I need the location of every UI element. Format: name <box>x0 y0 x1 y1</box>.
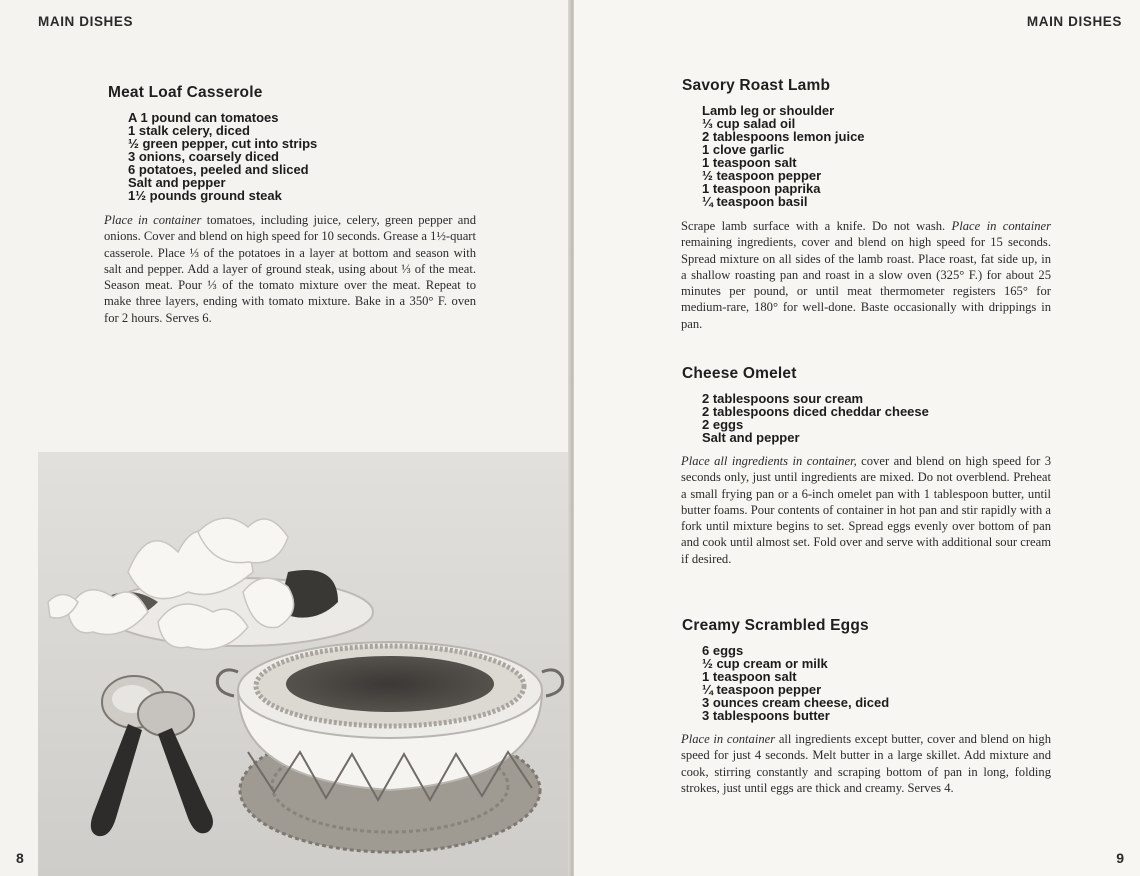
ingredient-item: 6 eggs <box>702 643 744 658</box>
method-text: tomatoes, including juice, celery, green pepper and onions. Cover and blend on high speed for 10 seconds. Grease a 1½-quart casserole. Place ⅓ of the potatoes in a layer at bottom and season with salt and pepper. Add a layer of ground steak, using about ⅓ of the meat. Season meat. Pour ⅓ of the tomato mixture over the meat. Repeat to make three layers, ending with tomato mixture. Bake in a 350° F. oven for 2 hours. Serves 6. <box>104 213 476 325</box>
method-creamy-scrambled-eggs <box>681 731 1051 796</box>
method-text: cover and blend on high speed for 3 seconds only, just until ingredients are mixed. Do not overblend. Preheat a small frying pan or a 6-inch omelet pan with 1 tablespoon butter, until butter foams. Pour contents of container in hot pan and stir rapidly with a fork until mixture begins to set. Spread eggs evenly over bottom of pan and cook until almost set. Fold over and serve with additional sour cream if desired. <box>681 454 1051 566</box>
method-lead: Place in container <box>681 732 776 746</box>
method-meat-loaf-casserole <box>104 212 476 326</box>
method-text: remaining ingredients, cover and blend on high speed for 15 seconds. Spread mixture on all sides of the lamb roast. Place roast, fat side up, in a shallow roasting pan and roast in a slow oven (325° F.) for about 25 minutes per pound, or until meat thermometer registers 165° for medium-rare, 180° for well-done. Baste occasionally with drippings in pan. <box>681 235 1051 331</box>
running-head-right: MAIN DISHES <box>1026 14 1122 29</box>
ingredient-item: ⅓ cup salad oil <box>702 116 796 131</box>
ingredient-item: ¼ teaspoon basil <box>702 194 808 209</box>
ingredient-item: 1 teaspoon salt <box>702 669 797 684</box>
page-number-left: 8 <box>16 850 24 866</box>
ingredient-item: Salt and pepper <box>128 175 226 190</box>
ingredient-item: ½ teaspoon pepper <box>702 168 822 183</box>
ingredient-item: 1 teaspoon salt <box>702 155 797 170</box>
ingredient-item: 1 clove garlic <box>702 142 785 157</box>
ingredient-item: 1 teaspoon paprika <box>702 181 821 196</box>
method-cheese-omelet <box>681 453 1051 567</box>
method-lead: Place in container <box>951 219 1051 233</box>
method-lead: Place all ingredients in container, <box>681 454 857 468</box>
page-number-right: 9 <box>1116 850 1124 866</box>
recipe-title-creamy-scrambled-eggs: Creamy Scrambled Eggs <box>682 617 869 634</box>
ingredient-item: 2 tablespoons sour cream <box>702 391 864 406</box>
ingredient-item: 3 tablespoons butter <box>702 708 830 723</box>
ingredient-item: Salt and pepper <box>702 430 800 445</box>
ingredient-item: 2 tablespoons lemon juice <box>702 129 865 144</box>
ingredient-item: 3 ounces cream cheese, diced <box>702 695 890 710</box>
ingredient-list-creamy-scrambled-eggs <box>702 644 889 722</box>
ingredient-item: ½ cup cream or milk <box>702 656 828 671</box>
ingredient-item: ¼ teaspoon pepper <box>702 682 822 697</box>
ingredient-item: 1½ pounds ground steak <box>128 188 282 203</box>
ingredient-item: 1 stalk celery, diced <box>128 123 250 138</box>
casserole-illustration <box>38 452 570 876</box>
recipe-title-meat-loaf-casserole: Meat Loaf Casserole <box>108 84 263 101</box>
method-text: all ingredients except butter, cover and blend on high speed for just 4 seconds. Melt butter in a large skillet. Add mixture and cook, stirring constantly and scraping bottom of pan in long, folding strokes, just until eggs are thick and creamy. Serves 4. <box>681 732 1051 795</box>
ingredient-item: 6 potatoes, peeled and sliced <box>128 162 309 177</box>
ingredient-list-cheese-omelet <box>702 392 929 444</box>
ingredient-list-savory-roast-lamb <box>702 104 865 208</box>
method-lead: Place in container <box>104 213 202 227</box>
running-head-left: MAIN DISHES <box>38 14 134 29</box>
ingredient-item: 3 onions, coarsely diced <box>128 149 279 164</box>
ingredient-item: ½ green pepper, cut into strips <box>128 136 318 151</box>
right-page <box>574 0 1140 876</box>
method-savory-roast-lamb <box>681 218 1051 332</box>
method-text: Scrape lamb surface with a knife. Do not wash. <box>681 219 952 233</box>
recipe-title-savory-roast-lamb: Savory Roast Lamb <box>682 77 831 94</box>
ingredient-list-meat-loaf-casserole <box>128 111 317 202</box>
recipe-title-cheese-omelet: Cheese Omelet <box>682 365 797 382</box>
ingredient-item: Lamb leg or shoulder <box>702 103 835 118</box>
ingredient-item: 2 eggs <box>702 417 744 432</box>
casserole-photo <box>38 452 570 876</box>
ingredient-item: 2 tablespoons diced cheddar cheese <box>702 404 929 419</box>
ingredient-item: A 1 pound can tomatoes <box>128 110 279 125</box>
